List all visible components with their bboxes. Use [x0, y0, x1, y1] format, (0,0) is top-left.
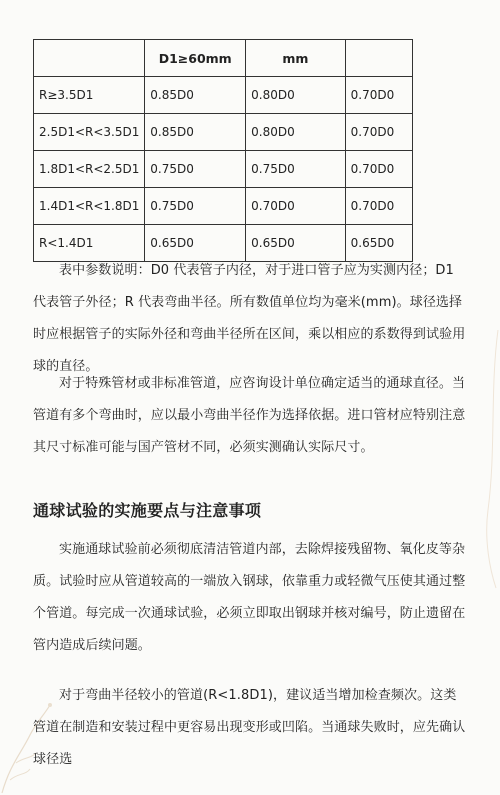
- table-header-cell: D1≥60mm: [145, 40, 246, 77]
- table-cell: 0.85D0: [145, 114, 246, 151]
- table-cell: 1.8D1<R<2.5D1: [34, 151, 145, 188]
- table-cell: 0.70D0: [345, 77, 412, 114]
- table-header-cell: mm: [246, 40, 345, 77]
- table-note-paragraph: 表中参数说明：D0 代表管子内径，对于进口管子应为实测内径；D1 代表管子外径；R 代表弯曲半径。所有数值单位均为毫米(mm)。球径选择时应根据管子的实际外径和弯曲半径所在区间，乘以相应的系数得到试验用球的直径。: [33, 263, 466, 374]
- section-heading: 通球试验的实施要点与注意事项: [33, 501, 262, 520]
- table-cell: 0.70D0: [345, 188, 412, 225]
- table-cell: R≥3.5D1: [34, 77, 145, 114]
- table-cell: 2.5D1<R<3.5D1: [34, 114, 145, 151]
- table-cell: 0.80D0: [246, 77, 345, 114]
- special-pipe-paragraph: 对于特殊管材或非标准管道，应咨询设计单位确定适当的通球直径。当管道有多个弯曲时，应以最小弯曲半径作为选择依据。进口管材应特别注意其尺寸标准可能与国产管材不同，必须实测确认实际尺寸。: [33, 376, 466, 455]
- table-cell: 0.80D0: [246, 114, 345, 151]
- table-cell: 0.65D0: [345, 225, 412, 262]
- table-cell: 0.70D0: [246, 188, 345, 225]
- table-row: [34, 151, 413, 188]
- implementation-paragraph: 实施通球试验前必须彻底清洁管道内部，去除焊接残留物、氧化皮等杂质。试验时应从管道较高的一端放入钢球，依靠重力或轻微气压使其通过整个管道。每完成一次通球试验，必须立即取出钢球并核对编号，防止遗留在管内造成后续问题。: [33, 542, 466, 653]
- small-radius-paragraph: 对于弯曲半径较小的管道(R<1.8D1)，建议适当增加检查频次。这类管道在制造和安装过程中更容易出现变形或凹陷。当通球失败时，应先确认球径选: [33, 688, 466, 767]
- table-cell: 0.75D0: [145, 151, 246, 188]
- table-row: [34, 188, 413, 225]
- table-cell: 0.75D0: [246, 151, 345, 188]
- table-cell: 0.85D0: [145, 77, 246, 114]
- table-cell: 1.4D1<R<1.8D1: [34, 188, 145, 225]
- table-cell: 0.70D0: [345, 114, 412, 151]
- table-cell: 0.65D0: [246, 225, 345, 262]
- table-cell: 0.75D0: [145, 188, 246, 225]
- side-floral-decoration: [470, 330, 500, 590]
- table-cell: 0.70D0: [345, 151, 412, 188]
- table-header-cell: [34, 40, 145, 77]
- table-header-row: [34, 40, 413, 77]
- table-row: [34, 114, 413, 151]
- table-row: [34, 77, 413, 114]
- ball-diameter-table: [33, 39, 413, 262]
- table-cell: 0.65D0: [145, 225, 246, 262]
- table-cell: R<1.4D1: [34, 225, 145, 262]
- table-header-cell: [345, 40, 412, 77]
